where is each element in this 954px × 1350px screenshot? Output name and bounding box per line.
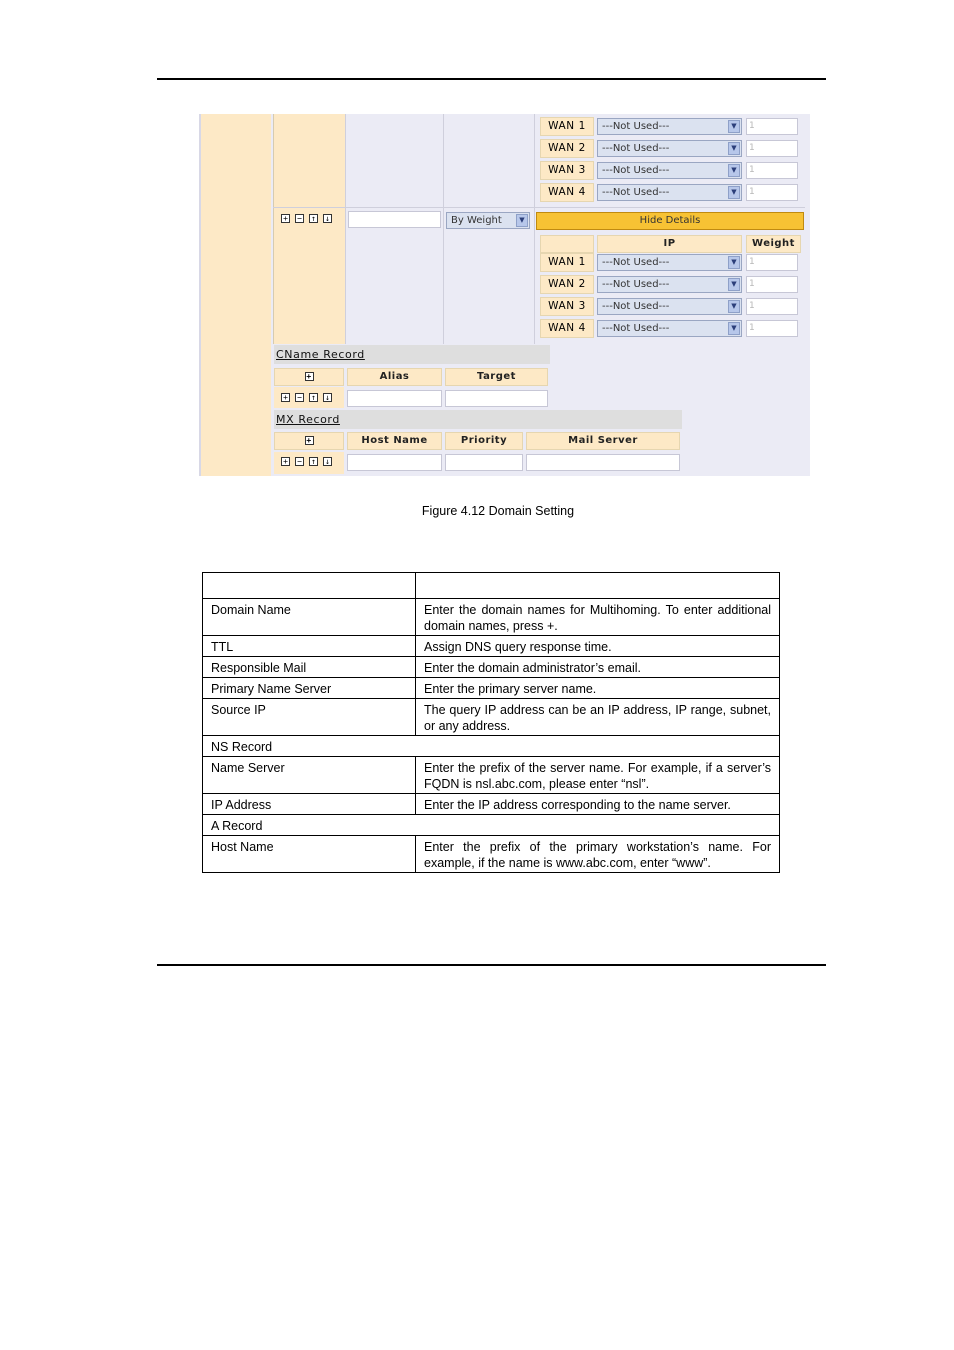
footer-rule <box>157 964 826 966</box>
chevron-down-icon: ▼ <box>728 120 740 133</box>
alias-input[interactable] <box>347 390 442 407</box>
row-actions <box>281 393 332 402</box>
wan-label: WAN 1 <box>540 253 594 272</box>
remove-icon[interactable]: − <box>295 214 304 223</box>
add-icon[interactable]: + <box>281 457 290 466</box>
move-up-icon[interactable]: ↑ <box>309 214 318 223</box>
move-down-icon[interactable]: ↓ <box>323 214 332 223</box>
field-description <box>416 757 780 794</box>
chevron-down-icon: ▼ <box>516 214 528 227</box>
col-weight: Weight <box>746 235 801 253</box>
wan-ip-select[interactable]: ---Not Used--- ▼ <box>597 276 742 293</box>
chevron-down-icon: ▼ <box>728 300 740 313</box>
field-name: TTL <box>203 636 416 657</box>
chevron-down-icon: ▼ <box>728 322 740 335</box>
table-row <box>203 757 780 794</box>
description-line: Enter the prefix of the server name. For example, if a server’s <box>424 761 771 775</box>
wan-ip-select[interactable]: ---Not Used--- ▼ <box>597 320 742 337</box>
field-name: IP Address <box>203 794 416 815</box>
wan-ip-select[interactable]: ---Not Used--- ▼ <box>597 298 742 315</box>
header-rule <box>157 78 826 80</box>
table-row <box>203 699 780 736</box>
wan-label: WAN 4 <box>540 183 594 202</box>
chevron-down-icon: ▼ <box>728 278 740 291</box>
table-row <box>203 794 780 815</box>
wan-label: WAN 2 <box>540 139 594 158</box>
move-up-icon[interactable]: ↑ <box>309 457 318 466</box>
target-input[interactable] <box>445 390 548 407</box>
priority-input[interactable] <box>445 454 523 471</box>
weight-input[interactable]: 1 <box>746 298 798 315</box>
row-actions <box>281 457 332 466</box>
source-ip-input[interactable] <box>348 211 441 228</box>
table-section-row <box>203 736 780 757</box>
field-name: Host Name <box>203 836 416 873</box>
wan-label: WAN 2 <box>540 275 594 294</box>
col-ip: IP <box>597 235 742 253</box>
mx-record-title[interactable]: MX Record <box>274 410 682 429</box>
weight-input[interactable]: 1 <box>746 184 798 201</box>
col-host-name: Host Name <box>347 432 442 450</box>
table-section-row <box>203 815 780 836</box>
host-name-input[interactable] <box>347 454 442 471</box>
wan-ip-select[interactable]: ---Not Used--- ▼ <box>597 140 742 157</box>
figure-caption: Figure 4.12 Domain Setting <box>421 504 575 518</box>
field-name: Primary Name Server <box>203 678 416 699</box>
wan-ip-select[interactable]: ---Not Used--- ▼ <box>597 254 742 271</box>
hide-details-button[interactable]: Hide Details <box>536 212 804 230</box>
wan-label: WAN 1 <box>540 117 594 136</box>
icon-column <box>273 114 345 344</box>
field-name: Responsible Mail <box>203 657 416 678</box>
field-description: Enter the IP address corresponding to the name server. <box>416 794 780 815</box>
table-row <box>203 657 780 678</box>
wan-label: WAN 3 <box>540 161 594 180</box>
remove-icon[interactable]: − <box>295 393 304 402</box>
weight-input[interactable]: 1 <box>746 276 798 293</box>
table-row <box>203 599 780 636</box>
field-description: Enter the domain names for Multihoming. To enter additional domain names, press +. <box>416 599 780 636</box>
chevron-down-icon: ▼ <box>728 164 740 177</box>
table-row <box>203 836 780 873</box>
add-icon[interactable]: + <box>281 214 290 223</box>
table-row <box>203 678 780 699</box>
col-target: Target <box>445 368 548 386</box>
section-label: NS Record <box>203 736 780 757</box>
col-alias: Alias <box>347 368 442 386</box>
field-description: Assign DNS query response time. <box>416 636 780 657</box>
field-description: Enter the domain administrator’s email. <box>416 657 780 678</box>
method-select[interactable]: By Weight ▼ <box>446 212 530 229</box>
wan-ip-select[interactable]: ---Not Used--- ▼ <box>597 184 742 201</box>
weight-input[interactable]: 1 <box>746 118 798 135</box>
weight-input[interactable]: 1 <box>746 320 798 337</box>
table-header-cell <box>416 573 780 599</box>
weight-input[interactable]: 1 <box>746 254 798 271</box>
left-column <box>199 114 271 476</box>
field-description: Enter the prefix of the primary workstation’s name. For example, if the name is www.abc.com, enter “www”. <box>416 836 780 873</box>
field-name: Name Server <box>203 757 416 794</box>
weight-input[interactable]: 1 <box>746 162 798 179</box>
wan-label: WAN 3 <box>540 297 594 316</box>
row-actions <box>281 214 332 223</box>
chevron-down-icon: ▼ <box>728 186 740 199</box>
chevron-down-icon: ▼ <box>728 142 740 155</box>
field-name: Domain Name <box>203 599 416 636</box>
weight-input[interactable]: 1 <box>746 140 798 157</box>
table-header-cell <box>203 573 416 599</box>
section-label: A Record <box>203 815 780 836</box>
move-down-icon[interactable]: ↓ <box>323 393 332 402</box>
col-priority: Priority <box>445 432 523 450</box>
remove-icon[interactable]: − <box>295 457 304 466</box>
mail-server-input[interactable] <box>526 454 680 471</box>
parameter-table <box>202 572 780 873</box>
description-line: FQDN is nsl.abc.com, please enter “nsl”. <box>424 777 650 791</box>
add-icon[interactable]: + <box>306 435 312 445</box>
chevron-down-icon: ▼ <box>728 256 740 269</box>
move-up-icon[interactable]: ↑ <box>309 393 318 402</box>
field-name: Source IP <box>203 699 416 736</box>
wan-ip-select[interactable]: ---Not Used--- ▼ <box>597 118 742 135</box>
field-description: Enter the primary server name. <box>416 678 780 699</box>
table-row <box>203 636 780 657</box>
wan-ip-select[interactable]: ---Not Used--- ▼ <box>597 162 742 179</box>
add-icon[interactable]: + <box>281 393 290 402</box>
col-mail-server: Mail Server <box>526 432 680 450</box>
cname-record-title[interactable]: CName Record <box>274 345 550 364</box>
field-description: The query IP address can be an IP address, IP range, subnet, or any address. <box>416 699 780 736</box>
table-header-row <box>203 573 780 599</box>
move-down-icon[interactable]: ↓ <box>323 457 332 466</box>
add-icon[interactable]: + <box>306 371 312 381</box>
wan-label: WAN 4 <box>540 319 594 338</box>
domain-setting-screenshot <box>199 114 810 476</box>
